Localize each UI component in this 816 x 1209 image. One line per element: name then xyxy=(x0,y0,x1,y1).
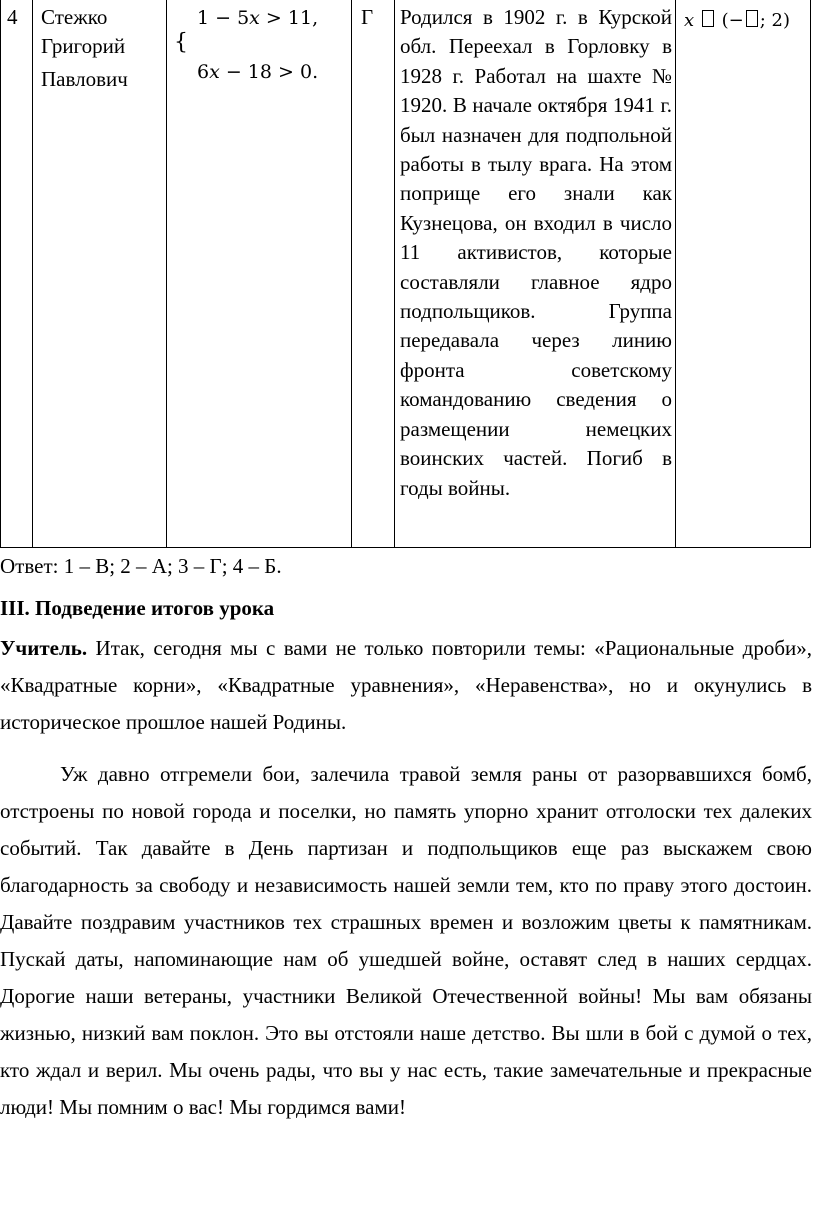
matching-table xyxy=(0,0,811,548)
person-name xyxy=(33,0,166,94)
answer-key: Ответ: 1 – В; 2 – А; 3 – Г; 4 – Б. xyxy=(0,554,282,578)
answer-letter-cell xyxy=(352,0,395,548)
inequality-2: 6𝑥 − 18 > 0. xyxy=(197,61,319,83)
row-number: 4 xyxy=(7,5,18,29)
solution-cell xyxy=(676,0,811,548)
person-surname: Стежко xyxy=(41,5,108,29)
person-first-name: Григорий xyxy=(41,34,126,58)
teacher-paragraph xyxy=(0,630,812,741)
row-number-cell xyxy=(1,0,33,548)
solution-interval xyxy=(676,0,810,35)
speaker-label: Учитель. xyxy=(0,636,88,660)
interval-close: ; 2) xyxy=(759,10,790,31)
inequality-system xyxy=(167,0,351,100)
missing-glyph-icon xyxy=(702,10,714,27)
section-heading: III. Подведение итогов урока xyxy=(0,596,275,620)
inequality-1: 1 − 5𝑥 > 11, xyxy=(197,7,319,29)
inequality-system-cell xyxy=(167,0,352,548)
person-name-cell xyxy=(33,0,167,548)
teacher-paragraph-text: Итак, сегодня мы с вами не только повторили темы: «Рациональные дроби», «Квадратные корни», «Квадратные уравнения», «Неравенства», но и окунулись в историческое прошлое нашей Родины. xyxy=(0,636,812,734)
closing-paragraph: Уж давно отгремели бои, залечила травой земля раны от разорвавшихся бомб, отстроены по новой города и поселки, но память упорно хранит отголоски тех далеких событий. Так давайте в День партизан и подпольщиков еще раз выскажем свою благодарность за свободу и независимость нашей земли тем, кто по праву этого достоин. Давайте поздравим участников тех страшных времен и возложим цветы к памятникам. Пускай даты, напоминающие нам об ушедшей войне, оставят след в наших сердцах. Дорогие наши ветераны, участники Великой Отечественной войны! Мы вам обязаны жизнью, низкий вам поклон. Это вы отстояли наше детство. Вы шли в бой с думой о тех, кто ждал и верил. Мы очень рады, что вы у нас есть, такие замечательные и прекрасные люди! Мы помним о вас! Мы гордимся вами! xyxy=(0,762,812,1119)
answer-letter: Г xyxy=(361,5,374,29)
biography-text: Родился в 1902 г. в Курской обл. Переехал в Горловку в 1928 г. Работал на шахте № 1920. В начале октября 1941 г. был назначен для подпольной работы в тылу врага. На этом поприще его знали как Кузнецова, он входил в число 11 активистов, которые составляли главное ядро подпольщиков. Группа передавала через линию фронта советскому командованию сведения о размещении немецких воинских частей. Погиб в годы войны. xyxy=(400,5,672,500)
biography-cell xyxy=(395,0,676,548)
table-row xyxy=(1,0,811,548)
system-brace: { xyxy=(174,30,188,55)
solution-variable: 𝑥 xyxy=(684,10,695,31)
interval-open: (− xyxy=(721,10,744,31)
missing-glyph-icon xyxy=(746,10,758,27)
person-patronymic: Павлович xyxy=(41,67,128,91)
